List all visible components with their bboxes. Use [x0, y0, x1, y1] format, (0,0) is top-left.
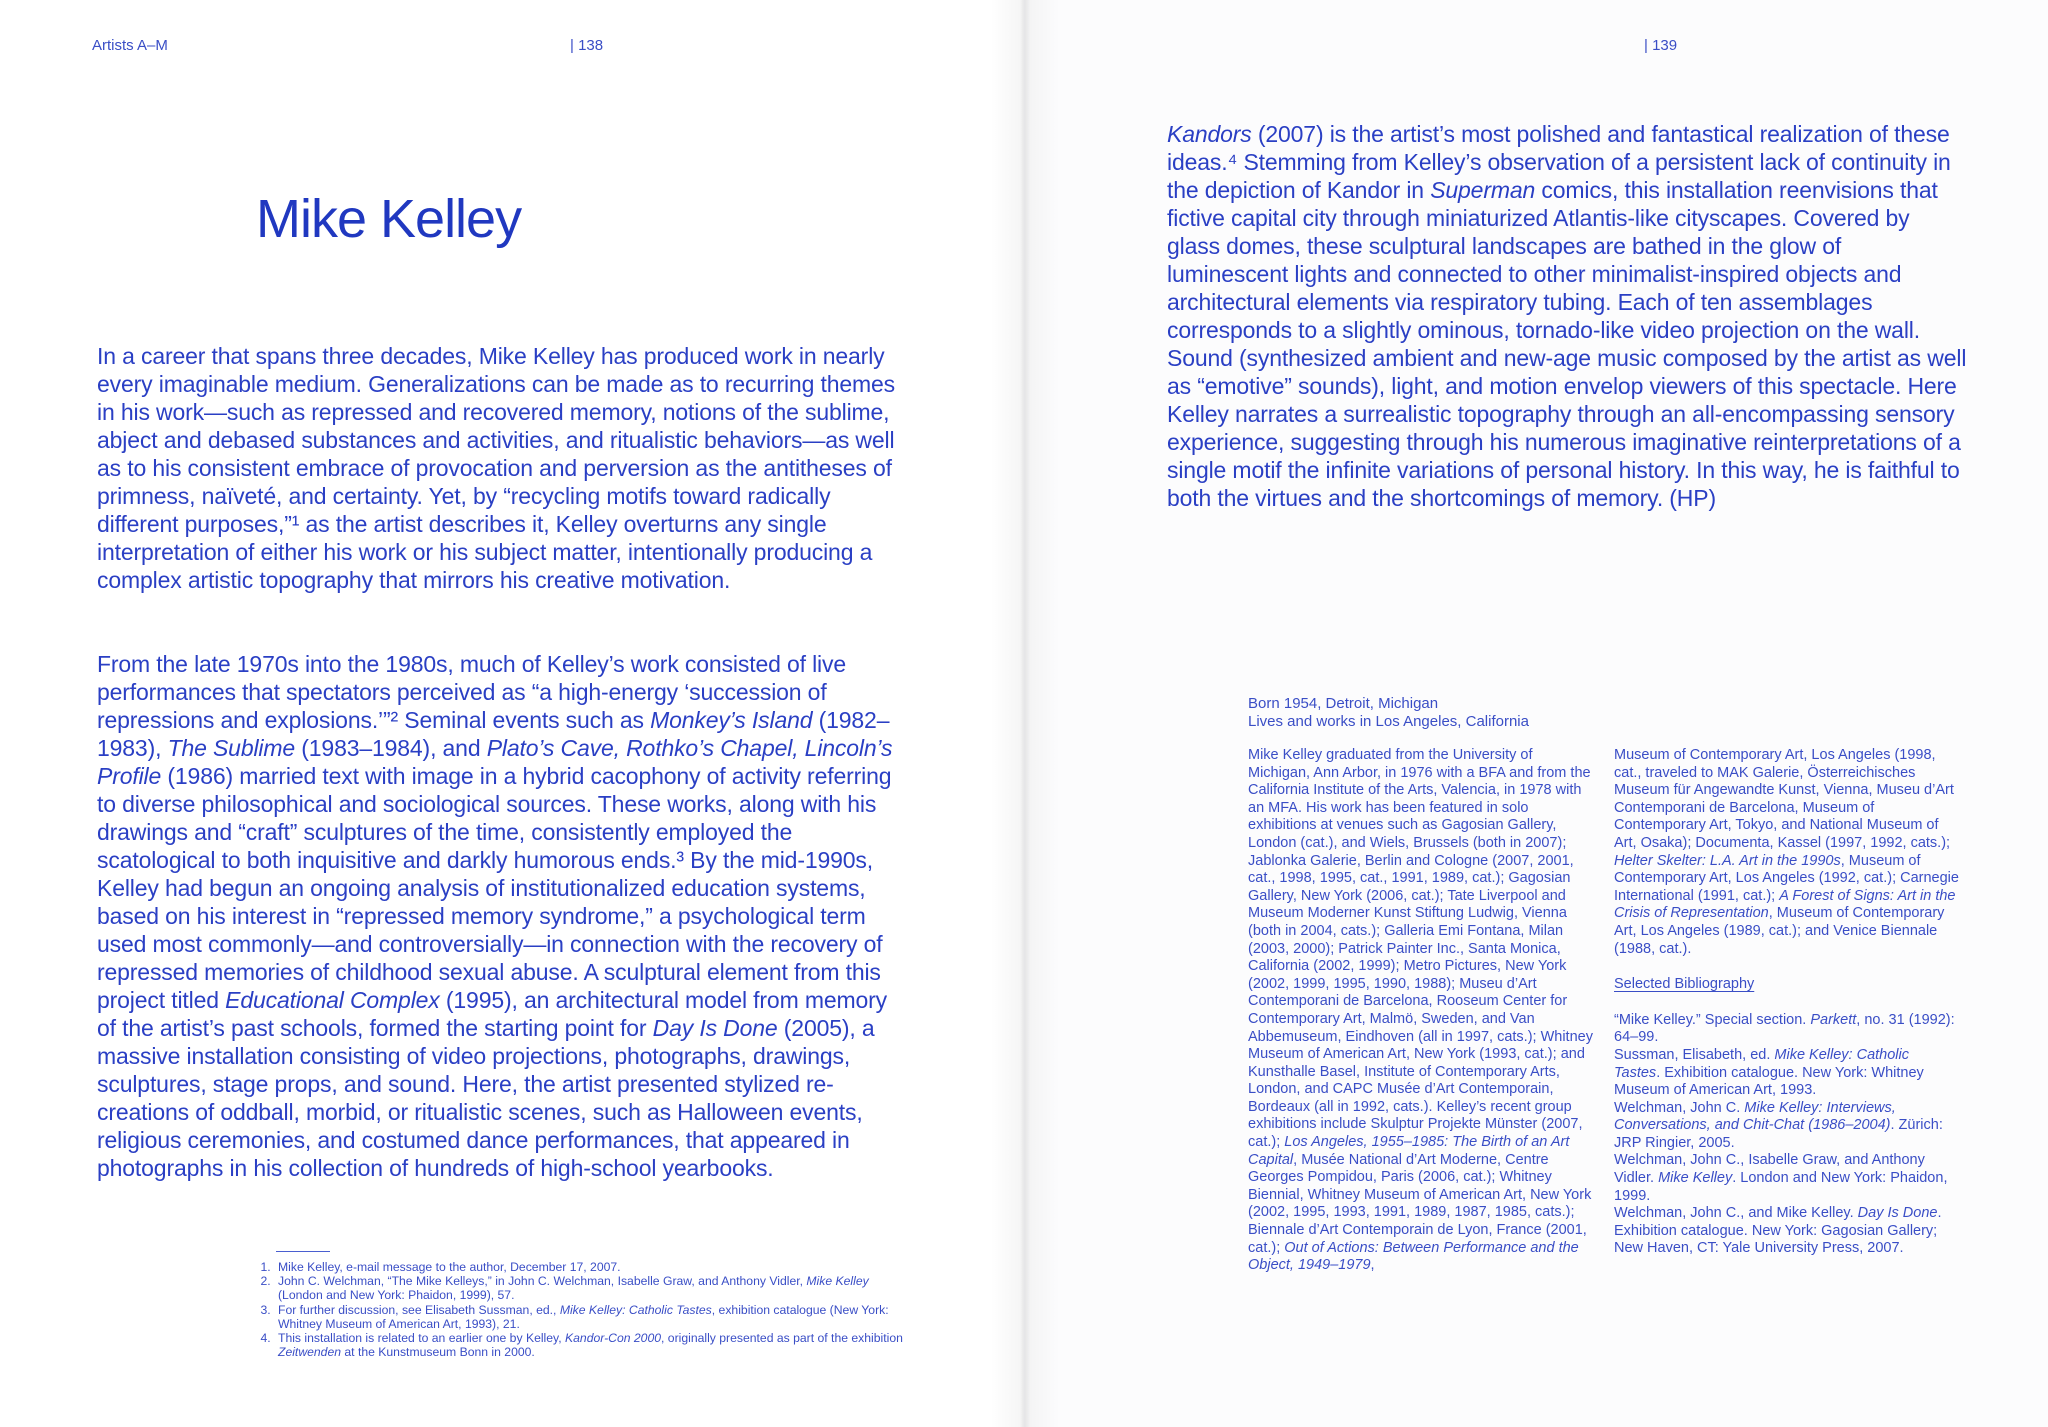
essay-paragraph-3 [1167, 120, 1967, 512]
text-run: , no. 31 (1992): 64–99. [1614, 1011, 1955, 1046]
text-run: . Zürich: JRP Ringier, 2005. [1614, 1117, 1943, 1151]
text-run: (1983–1984), and [295, 735, 487, 761]
publication-title: Parkett [1810, 1011, 1857, 1028]
artwork-title: Superman [1430, 177, 1536, 203]
footnote-title: Zeitwenden [278, 1345, 342, 1360]
footnote-text: John C. Welchman, “The Mike Kelleys,” in John C. Welchman, Isabelle Graw, and Anthony Vidler, [278, 1274, 807, 1289]
bio-continued [1614, 747, 1959, 958]
text-run: comics, this installation reenvisions that fictive capital city through miniaturized Atlantis-like cityscapes. Covered by glass domes, these sculptural landscapes are bathed in the glow of luminescent lights and connected to other minimalist-inspired objects and architectural elements via respiratory tubing. Each of ten assemblages corresponds to a slightly ominous, tornado-like video projection on the wall. Sound (synthesized ambient and new-age music composed by the artist as well as “emotive” sounds), light, and motion envelop viewers of this spectacle. Here Kelley narrates a surrealistic topography through an all-encompassing sensory experience, suggesting through his numerous imaginative reinterpretations of a single motif the infinite variations of personal history. In this way, he is faithful to both the virtues and the shortcomings of memory. (HP) [1167, 177, 1967, 511]
text-run: , Museum of Contemporary Art, Los Angeles (1992, cat.); Carnegie International (1991, cat.); [1614, 852, 1959, 904]
text-run: Sussman, Elisabeth, ed. [1614, 1046, 1775, 1063]
bibliography-entry [1614, 1047, 1959, 1100]
artist-title: Mike Kelley [256, 189, 522, 249]
section-label: Artists A–M [92, 37, 168, 54]
publication-title: Day Is Done [1857, 1205, 1938, 1222]
essay-paragraph-2 [97, 650, 897, 1182]
bio-column-2 [1614, 747, 1959, 1258]
artwork-title: Educational Complex [225, 987, 440, 1013]
text-run: Museum of Contemporary Art, Los Angeles (1998, cat., traveled to MAK Galerie, Österreichisches Museum für Angewandte Kunst, Vienna, Museu d’Art Contemporani de Barcelona, Museum of Contemporary Art, Tokyo, and National Museum of Art, Osaka); Documenta, Kassel (1997, 1992, cats.); [1614, 747, 1954, 851]
exhibition-title: Los Angeles, 1955–1985: The Birth of an Art Capital [1248, 1134, 1570, 1168]
footnotes-list [255, 1260, 914, 1359]
footnote-title: Kandor-Con 2000 [565, 1331, 662, 1346]
text-run: (1986) married text with image in a hybrid cacophony of activity referring to diverse philosophical and sociological sources. These works, along with his drawings and “craft” sculptures of the time, consistently employed the scatological to both inquisitive and darkly humorous ends.³ By the mid-1990s, Kelley had begun an ongoing analysis of institutionalized education systems, based on his interest in “repressed memory syndrome,” a psychological term used most commonly—and controversially—in connection with the recovery of repressed memories of childhood sexual abuse. A sculptural element from this project titled [97, 763, 892, 1013]
footnote-text: Mike Kelley, e-mail message to the author, December 17, 2007. [278, 1260, 621, 1274]
publication-title: Mike Kelley: Catholic Tastes [1614, 1046, 1909, 1081]
footnote-divider [276, 1251, 330, 1252]
exhibition-title: A Forest of Signs: Art in the Crisis of Representation [1614, 887, 1956, 922]
text-run: From the late 1970s into the 1980s, much of Kelley’s work consisted of live performances that spectators perceived as “a high-energy ‘succession of repressions and explosions.’”² Seminal events such as [97, 651, 846, 733]
bibliography-entry [1614, 1012, 1959, 1047]
bibliography-entry [1614, 1100, 1959, 1153]
footnote-4 [274, 1331, 914, 1359]
text-run: Welchman, John C., Isabelle Graw, and Anthony Vidler. [1614, 1152, 1925, 1187]
exhibition-title: Helter Skelter: L.A. Art in the 1990s [1614, 852, 1841, 869]
artist-bio-header [1248, 695, 1588, 731]
left-page [0, 0, 1022, 1427]
text-run: Welchman, John C. [1614, 1099, 1745, 1116]
text-run: (2005), a massive installation consisting of video projections, photographs, drawings, sculptures, stage props, and sound. Here, the artist presented stylized re-creations of oddball, morbid, or ritualistic scenes, such as Halloween events, religious ceremonies, and costumed dance performances, that appeared in photographs in his collection of hundreds of high-school yearbooks. [97, 1015, 875, 1181]
footnote-title: Mike Kelley [806, 1274, 869, 1289]
footnote-text: This installation is related to an earlier one by Kelley, [278, 1331, 566, 1346]
footnote-text: For further discussion, see Elisabeth Sussman, ed., [278, 1302, 560, 1317]
bibliography-entry [1614, 1152, 1959, 1205]
text-run: (2007) is the artist’s most polished and fantastical realization of these ideas.⁴ Stemming from Kelley’s observation of a persistent lack of continuity in the depiction of Kandor in [1167, 121, 1951, 203]
text-run: Mike Kelley graduated from the University of Michigan, Ann Arbor, in 1976 with a BFA and from the California Institute of the Arts, Valencia, in 1978 with an MFA. His work has been featured in solo exhibitions at venues such as Gagosian Gallery, London (cat.), and Wiels, Brussels (both in 2007); Jablonka Galerie, Berlin and Cologne (2007, 2001, cat., 1998, 1995, cat., 1991, 1989, cat.); Gagosian Gallery, New York (2006, cat.); Tate Liverpool and Museum Moderner Kunst Stiftung Ludwig, Vienna (both in 2004, cats.); Galleria Emi Fontana, Milan (2003, 2000); Patrick Painter Inc., Santa Monica, California (2002, 1999); Metro Pictures, New York (2002, 1999, 1995, 1990, 1988); Museu d’Art Contemporani de Barcelona, Rooseum Center for Contemporary Art, Malmö, Sweden, and Van Abbemuseum, Eindhoven (all in 1997, cats.); Whitney Museum of American Art, New York (1993, cat.); and Kunsthalle Basel, Institute of Contemporary Arts, London, and CAPC Musée d’Art Contemporain, Bordeaux (all in 1992, cats.). Kelley’s recent group exhibitions include Skulptur Projekte Münster (2007, cat.); [1248, 747, 1593, 1151]
publication-title: Mike Kelley: Interviews, Conversations, and Chit-Chat (1986–2004) [1614, 1099, 1896, 1134]
artwork-title: The Sublime [167, 735, 296, 761]
text-run: , Musée National d’Art Moderne, Centre Georges Pompidou, Paris (2006, cat.); Whitney Biennial, Whitney Museum of American Art, New York (2002, 1995, 1993, 1991, 1989, 1987, 1985, cats.); Biennale d’Art Contemporain de Lyon, France (2001, cat.); [1248, 1151, 1592, 1256]
artwork-title: Monkey’s Island [650, 707, 813, 733]
text-run: (1995), an architectural model from memory of the artist’s past schools, formed the starting point for [97, 987, 887, 1041]
text-run: (1982–1983), [97, 707, 890, 761]
footnote-2 [274, 1274, 914, 1302]
text-run: . Exhibition catalogue. New York: Whitney Museum of American Art, 1993. [1614, 1064, 1924, 1099]
artwork-title: Day Is Done [652, 1015, 778, 1041]
footnote-text: at the Kunstmuseum Bonn in 2000. [341, 1345, 535, 1360]
bibliography-list [1614, 1012, 1959, 1258]
text-run: Welchman, John C., and Mike Kelley. [1614, 1205, 1858, 1222]
footnote-text: (London and New York: Phaidon, 1999), 57. [278, 1288, 515, 1303]
bibliography-entry [1614, 1205, 1959, 1258]
footnote-1 [274, 1260, 914, 1274]
page-number-left: | 138 [570, 37, 603, 54]
footnote-title: Mike Kelley: Catholic Tastes [559, 1302, 712, 1317]
footnote-text: , exhibition catalogue (New York: Whitney Museum of American Art, 1993), 21. [278, 1302, 889, 1331]
footnote-text: , originally presented as part of the exhibition [661, 1331, 903, 1346]
text-run: “Mike Kelley.” Special section. [1614, 1011, 1811, 1028]
bio-column-1 [1248, 747, 1598, 1275]
artwork-title: Kandors [1167, 121, 1252, 147]
birth-info: Born 1954, Detroit, Michigan [1248, 695, 1439, 712]
publication-title: Mike Kelley [1658, 1170, 1733, 1187]
residence-info: Lives and works in Los Angeles, California [1248, 712, 1529, 730]
text-run: . London and New York: Phaidon, 1999. [1614, 1170, 1948, 1204]
text-run: , [1370, 1257, 1375, 1274]
footnote-3 [274, 1303, 914, 1331]
text-run: . Exhibition catalogue. New York: Gagosian Gallery; New Haven, CT: Yale University Press, 2007. [1614, 1205, 1942, 1257]
artwork-title: Plato’s Cave, Rothko’s Chapel, Lincoln’s Profile [97, 735, 893, 789]
essay-paragraph-1: In a career that spans three decades, Mike Kelley has produced work in nearly every imaginable medium. Generalizations can be made as to recurring themes in his work—such as repressed and recovered memory, notions of the sublime, abject and debased substances and activities, and ritualistic behaviors—as well as to his consistent embrace of provocation and perversion as the antitheses of primness, naïveté, and certainty. Yet, by “recycling motifs toward radically different purposes,”¹ as the artist describes it, Kelley overturns any single interpretation of either his work or his subject matter, intentionally producing a complex artistic topography that mirrors his creative motivation. [97, 343, 895, 593]
page-number-right: | 139 [1644, 37, 1677, 54]
text-run: , Museum of Contemporary Art, Los Angeles (1989, cat.); and Venice Biennale (1988, cat.). [1614, 905, 1945, 957]
selected-bibliography-heading: Selected Bibliography [1614, 976, 1755, 993]
exhibition-title: Out of Actions: Between Performance and the Object, 1949–1979 [1248, 1239, 1579, 1274]
